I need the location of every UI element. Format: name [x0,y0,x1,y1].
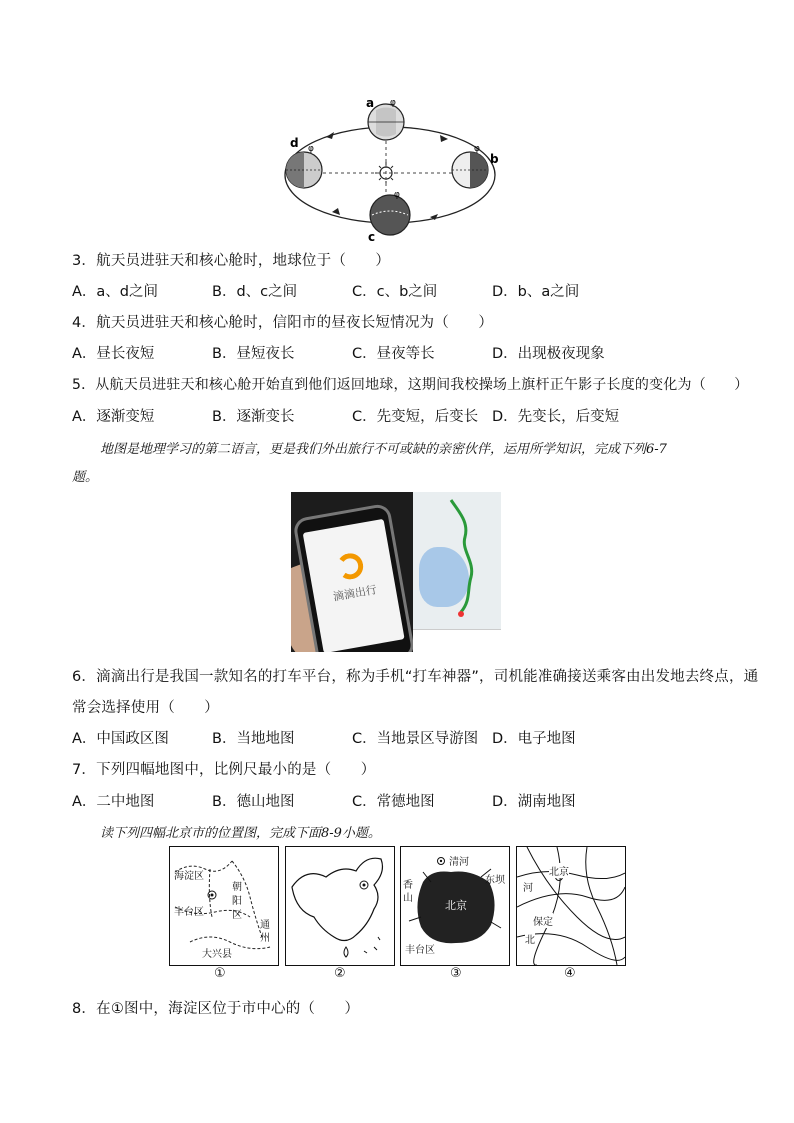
question-3-stem: 3．航天员进驻天和核心舱时，地球位于（ ） [72,253,391,269]
phi-b: φ [474,144,480,154]
question-5-stem: 5．从航天员进驻天和核心舱开始直到他们返回地球，这期间我校操场上旗杆正午影子长度的变化为（ ） [72,377,749,393]
map1-tongzhou: 通州 [260,920,270,944]
map-2 [285,846,395,966]
label-b: b [490,152,499,166]
didi-app-name: 滴滴出行 [332,583,378,604]
route-line [413,492,501,652]
map-3 [400,846,510,966]
q5-option-a[interactable]: A．逐渐变短 [72,409,155,425]
phi-a: φ [390,98,396,108]
label-d: d [290,136,299,150]
q3-option-a[interactable]: A．a、d之间 [72,284,159,300]
question-6-stem-line1: 6．滴滴出行是我国一款知名的打车平台，称为手机“打车神器”，司机能准确接送乘客由出发地去终点，通 [72,669,759,685]
phi-c: φ [394,190,400,200]
map1-fengtai: 丰台区 [174,907,204,918]
q6-option-c[interactable]: C．当地景区导游图 [352,731,479,747]
question-8-stem: 8．在①图中，海淀区位于市中心的（ ） [72,1001,360,1017]
phone-body [292,503,416,652]
q4-option-d[interactable]: D．出现极夜现象 [492,346,605,362]
question-4-stem: 4．航天员进驻天和核心舱时，信阳市的昼夜长短情况为（ ） [72,315,494,331]
question-6-stem-line2: 常会选择使用（ ） [72,700,219,716]
map-4 [516,846,626,966]
intro-8-9: 读下列四幅北京市的位置图，完成下面8-9小题。 [100,826,381,841]
map1-chaoyang: 朝阳区 [232,882,242,921]
q4-option-b[interactable]: B．昼短夜长 [212,346,295,362]
map3-qinghe: 清河 [449,857,469,868]
q7-option-b[interactable]: B．德山地图 [212,794,295,810]
map4-baoding: 保定 [533,913,553,928]
map-label-1: ① [214,966,226,981]
q7-option-a[interactable]: A．二中地图 [72,794,155,810]
map3-dongba: 东坝 [485,875,505,886]
didi-photo [291,492,501,652]
phi-d: φ [308,144,314,154]
q4-option-a[interactable]: A．昼长夜短 [72,346,155,362]
q5-option-c[interactable]: C．先变短，后变长 [352,409,479,425]
question-7-stem: 7．下列四幅地图中，比例尺最小的是（ ） [72,762,376,778]
map-screenshot [413,492,501,652]
map-label-4: ④ [564,966,576,981]
map1-haidian: 海淀区 [174,871,204,882]
earth-c [370,195,410,235]
label-c: c [368,230,376,244]
map1-daxing: 大兴县 [202,949,232,960]
map-1 [169,846,279,966]
q7-option-c[interactable]: C．常德地图 [352,794,435,810]
q3-option-c[interactable]: C．c、b之间 [352,284,438,300]
q5-option-d[interactable]: D．先变长，后变短 [492,409,620,425]
earth-d [286,152,322,188]
map3-fengtai: 丰台区 [405,945,435,956]
map4-he: 河 [523,879,533,894]
q3-option-d[interactable]: D．b、a之间 [492,284,580,300]
intro-6-7-line1: 地图是地理学习的第二语言，更是我们外出旅行不可或缺的亲密伙伴，运用所学知识，完成下列6-7 [100,442,667,457]
earth-orbit-diagram [280,95,520,245]
q3-option-b[interactable]: B．d、c之间 [212,284,298,300]
q7-option-d[interactable]: D．湖南地图 [492,794,576,810]
phone-screen [303,519,405,652]
label-a: a [366,96,375,110]
q6-option-a[interactable]: A．中国政区图 [72,731,169,747]
earth-b [452,152,488,188]
q4-option-c[interactable]: C．昼夜等长 [352,346,435,362]
map-label-3: ③ [450,966,462,981]
map3-beijing: 北京 [445,899,467,912]
map4-bei: 北 [525,931,535,946]
map-bottom-bar [413,629,501,652]
didi-logo-icon [335,551,365,581]
q6-option-d[interactable]: D．电子地图 [492,731,576,747]
intro-6-7-line2: 题。 [72,470,99,485]
q6-option-b[interactable]: B．当地地图 [212,731,295,747]
q5-option-b[interactable]: B．逐渐变长 [212,409,295,425]
map3-xiangshan: 香山 [403,880,413,904]
map-label-2: ② [334,966,346,981]
map4-beijing: 北京 [549,863,569,878]
